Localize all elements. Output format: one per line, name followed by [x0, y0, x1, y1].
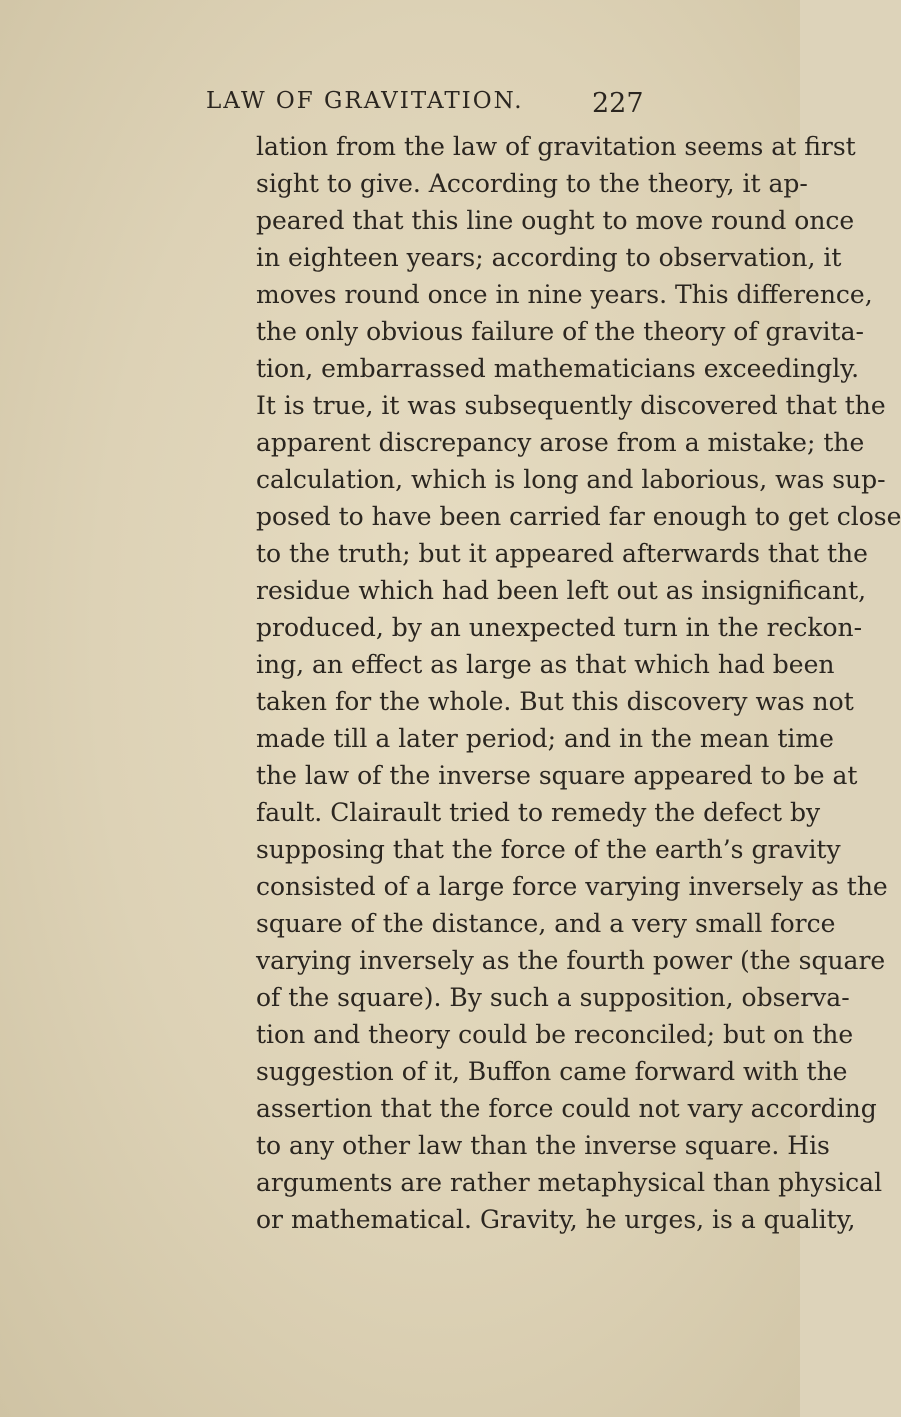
text-line: suggestion of it, Buffon came forward with the	[256, 1057, 848, 1086]
text-line: produced, by an unexpected turn in the reckon-	[256, 613, 863, 642]
text-line: square of the distance, and a very small force	[256, 909, 836, 938]
text-line: sight to give. According to the theory, it ap-	[256, 169, 808, 198]
text-line: It is true, it was subsequently discovered that the	[256, 391, 886, 420]
text-line: the only obvious failure of the theory of gravita-	[256, 317, 864, 346]
text-line: moves round once in nine years. This difference,	[256, 280, 873, 309]
text-line: tion and theory could be reconciled; but on the	[256, 1020, 854, 1049]
text-line: residue which had been left out as insignificant,	[256, 576, 867, 605]
text-line: or mathematical. Gravity, he urges, is a quality,	[256, 1205, 856, 1234]
text-line: peared that this line ought to move round once	[256, 206, 855, 235]
text-line: arguments are rather metaphysical than physical	[256, 1168, 883, 1197]
text-line: posed to have been carried far enough to get close	[256, 502, 901, 531]
text-line: calculation, which is long and laborious, was sup-	[256, 465, 886, 494]
running-title: LAW OF GRAVITATION.	[206, 88, 524, 114]
text-line: to the truth; but it appeared afterwards that the	[256, 539, 868, 568]
text-line: supposing that the force of the earth’s gravity	[256, 835, 841, 864]
text-line: the law of the inverse square appeared to be at	[256, 761, 858, 790]
text-line: lation from the law of gravitation seems at first	[256, 132, 856, 161]
text-line: consisted of a large force varying inversely as the	[256, 872, 888, 901]
text-line: of the square). By such a supposition, observa-	[256, 983, 850, 1012]
text-line: tion, embarrassed mathematicians exceedingly.	[256, 354, 860, 383]
page-number: 227	[592, 88, 644, 119]
text-line: varying inversely as the fourth power (the square	[256, 946, 886, 975]
text-line: assertion that the force could not vary according	[256, 1094, 877, 1123]
text-line: ing, an effect as large as that which had been	[256, 650, 835, 679]
text-line: to any other law than the inverse square. His	[256, 1131, 830, 1160]
text-line: taken for the whole. But this discovery was not	[256, 687, 854, 716]
text-line: in eighteen years; according to observation, it	[256, 243, 842, 272]
page-header	[0, 88, 800, 128]
text-line: apparent discrepancy arose from a mistake; the	[256, 428, 865, 457]
text-line: made till a later period; and in the mean time	[256, 724, 834, 753]
text-line: fault. Clairault tried to remedy the defect by	[256, 798, 821, 827]
